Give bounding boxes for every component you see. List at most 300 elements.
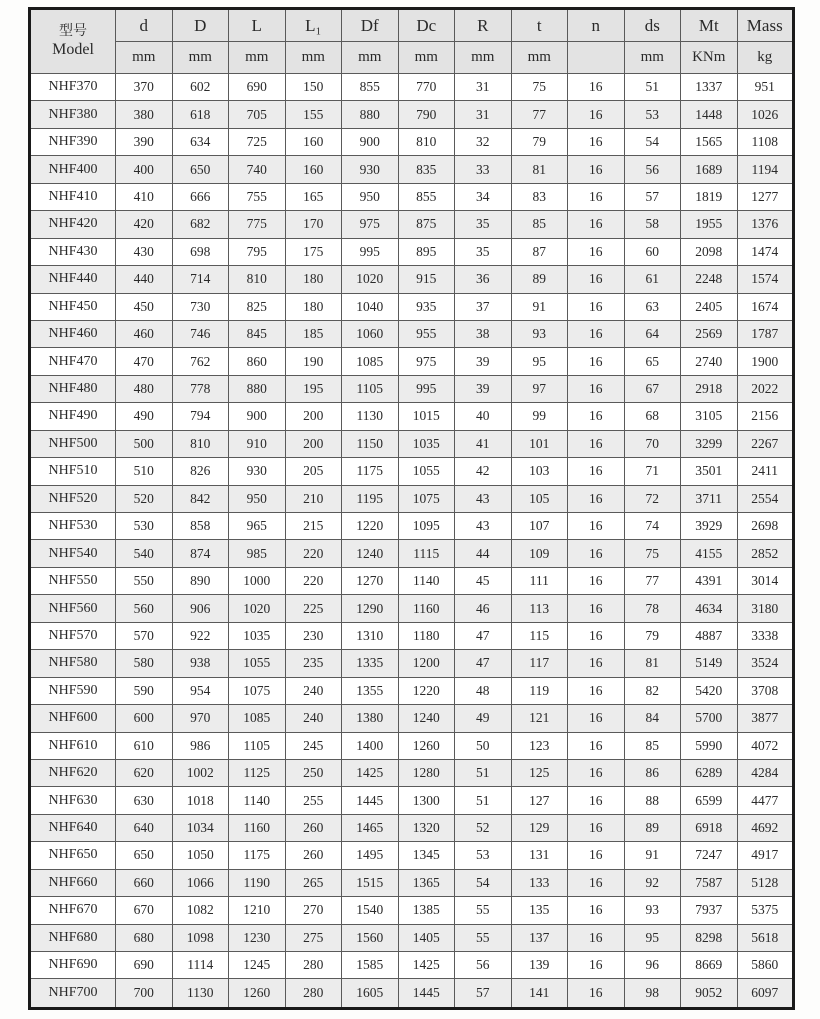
data-cell: 440	[116, 266, 173, 293]
data-cell: 95	[511, 348, 568, 375]
model-cell: NHF370	[30, 74, 116, 101]
data-cell: 1000	[229, 567, 286, 594]
data-cell: 995	[342, 238, 399, 265]
data-cell: 79	[511, 128, 568, 155]
data-cell: 31	[455, 74, 512, 101]
table-row	[30, 814, 794, 841]
data-cell: 37	[455, 293, 512, 320]
model-cell: NHF490	[30, 403, 116, 430]
data-cell: 89	[624, 814, 681, 841]
data-cell: 490	[116, 403, 173, 430]
data-cell: 165	[285, 183, 342, 210]
data-cell: 2852	[737, 540, 794, 567]
data-cell: 380	[116, 101, 173, 128]
model-cell: NHF430	[30, 238, 116, 265]
data-cell: 880	[229, 375, 286, 402]
data-cell: 1018	[172, 787, 229, 814]
data-cell: 1125	[229, 759, 286, 786]
data-cell: 560	[116, 595, 173, 622]
data-cell: 900	[342, 128, 399, 155]
data-cell: 42	[455, 458, 512, 485]
data-cell: 1240	[342, 540, 399, 567]
data-cell: 56	[455, 952, 512, 979]
data-cell: 16	[568, 128, 625, 155]
data-cell: 16	[568, 266, 625, 293]
data-cell: 53	[455, 842, 512, 869]
data-cell: 85	[511, 211, 568, 238]
data-cell: 99	[511, 403, 568, 430]
data-cell: 121	[511, 705, 568, 732]
table-row	[30, 101, 794, 128]
column-unit-3: mm	[229, 42, 286, 74]
data-cell: 1180	[398, 622, 455, 649]
data-cell: 111	[511, 567, 568, 594]
data-cell: 250	[285, 759, 342, 786]
table-row	[30, 238, 794, 265]
data-cell: 33	[455, 156, 512, 183]
model-cell: NHF540	[30, 540, 116, 567]
data-cell: 280	[285, 952, 342, 979]
data-cell: 1819	[681, 183, 738, 210]
data-cell: 16	[568, 897, 625, 924]
data-cell: 1900	[737, 348, 794, 375]
data-cell: 915	[398, 266, 455, 293]
model-cell: NHF660	[30, 869, 116, 896]
data-cell: 630	[116, 787, 173, 814]
column-unit-11: KNm	[681, 42, 738, 74]
data-cell: 1035	[229, 622, 286, 649]
model-cell: NHF460	[30, 320, 116, 347]
table-row	[30, 74, 794, 101]
data-cell: 43	[455, 513, 512, 540]
data-cell: 930	[342, 156, 399, 183]
data-cell: 880	[342, 101, 399, 128]
data-cell: 4477	[737, 787, 794, 814]
data-cell: 1098	[172, 924, 229, 951]
data-cell: 7247	[681, 842, 738, 869]
data-cell: 270	[285, 897, 342, 924]
data-cell: 16	[568, 540, 625, 567]
data-cell: 590	[116, 677, 173, 704]
model-cell: NHF510	[30, 458, 116, 485]
table-row	[30, 513, 794, 540]
data-cell: 1190	[229, 869, 286, 896]
data-cell: 794	[172, 403, 229, 430]
data-cell: 660	[116, 869, 173, 896]
data-cell: 1085	[229, 705, 286, 732]
data-cell: 480	[116, 375, 173, 402]
data-cell: 1355	[342, 677, 399, 704]
data-cell: 930	[229, 458, 286, 485]
data-cell: 55	[455, 897, 512, 924]
data-cell: 4072	[737, 732, 794, 759]
data-cell: 160	[285, 156, 342, 183]
data-cell: 1066	[172, 869, 229, 896]
data-cell: 200	[285, 403, 342, 430]
model-cell: NHF600	[30, 705, 116, 732]
data-cell: 131	[511, 842, 568, 869]
data-cell: 2267	[737, 430, 794, 457]
model-cell: NHF560	[30, 595, 116, 622]
data-cell: 63	[624, 293, 681, 320]
model-cell: NHF410	[30, 183, 116, 210]
data-cell: 640	[116, 814, 173, 841]
model-cell: NHF650	[30, 842, 116, 869]
data-cell: 16	[568, 732, 625, 759]
data-cell: 922	[172, 622, 229, 649]
data-cell: 875	[398, 211, 455, 238]
data-cell: 890	[172, 567, 229, 594]
data-cell: 855	[398, 183, 455, 210]
data-cell: 755	[229, 183, 286, 210]
data-cell: 790	[398, 101, 455, 128]
data-cell: 1787	[737, 320, 794, 347]
data-cell: 1245	[229, 952, 286, 979]
column-unit-6: mm	[398, 42, 455, 74]
data-cell: 4917	[737, 842, 794, 869]
data-cell: 1034	[172, 814, 229, 841]
data-cell: 770	[398, 74, 455, 101]
data-cell: 95	[624, 924, 681, 951]
data-cell: 44	[455, 540, 512, 567]
data-cell: 1040	[342, 293, 399, 320]
data-cell: 190	[285, 348, 342, 375]
model-cell: NHF420	[30, 211, 116, 238]
data-cell: 682	[172, 211, 229, 238]
data-cell: 5420	[681, 677, 738, 704]
data-cell: 1560	[342, 924, 399, 951]
data-cell: 89	[511, 266, 568, 293]
data-cell: 40	[455, 403, 512, 430]
data-cell: 602	[172, 74, 229, 101]
data-cell: 5375	[737, 897, 794, 924]
data-cell: 4692	[737, 814, 794, 841]
data-cell: 275	[285, 924, 342, 951]
data-cell: 826	[172, 458, 229, 485]
data-cell: 4634	[681, 595, 738, 622]
data-cell: 67	[624, 375, 681, 402]
data-cell: 2156	[737, 403, 794, 430]
model-cell: NHF680	[30, 924, 116, 951]
column-unit-2: mm	[172, 42, 229, 74]
data-cell: 510	[116, 458, 173, 485]
data-cell: 6289	[681, 759, 738, 786]
data-cell: 1055	[229, 650, 286, 677]
table-row	[30, 842, 794, 869]
data-cell: 618	[172, 101, 229, 128]
data-cell: 175	[285, 238, 342, 265]
data-cell: 580	[116, 650, 173, 677]
data-cell: 75	[511, 74, 568, 101]
data-cell: 1085	[342, 348, 399, 375]
data-cell: 93	[511, 320, 568, 347]
data-cell: 1445	[398, 979, 455, 1009]
column-header-11: Mt	[681, 9, 738, 42]
data-cell: 16	[568, 513, 625, 540]
data-cell: 185	[285, 320, 342, 347]
data-cell: 690	[229, 74, 286, 101]
table-row	[30, 211, 794, 238]
data-cell: 48	[455, 677, 512, 704]
data-cell: 60	[624, 238, 681, 265]
data-cell: 1474	[737, 238, 794, 265]
data-cell: 3711	[681, 485, 738, 512]
column-header-6: Dc	[398, 9, 455, 42]
data-cell: 975	[342, 211, 399, 238]
data-cell: 986	[172, 732, 229, 759]
data-cell: 51	[455, 759, 512, 786]
data-cell: 127	[511, 787, 568, 814]
model-cell: NHF500	[30, 430, 116, 457]
data-cell: 906	[172, 595, 229, 622]
table-row	[30, 320, 794, 347]
data-cell: 825	[229, 293, 286, 320]
data-cell: 36	[455, 266, 512, 293]
data-cell: 3105	[681, 403, 738, 430]
data-cell: 47	[455, 622, 512, 649]
data-cell: 950	[229, 485, 286, 512]
data-cell: 540	[116, 540, 173, 567]
data-cell: 16	[568, 238, 625, 265]
data-cell: 139	[511, 952, 568, 979]
data-cell: 1689	[681, 156, 738, 183]
data-cell: 1585	[342, 952, 399, 979]
column-unit-8: mm	[511, 42, 568, 74]
table-row	[30, 430, 794, 457]
data-cell: 1280	[398, 759, 455, 786]
data-cell: 1026	[737, 101, 794, 128]
table-row	[30, 677, 794, 704]
data-cell: 795	[229, 238, 286, 265]
data-cell: 77	[511, 101, 568, 128]
data-cell: 1515	[342, 869, 399, 896]
data-cell: 1277	[737, 183, 794, 210]
data-cell: 4887	[681, 622, 738, 649]
data-cell: 2569	[681, 320, 738, 347]
data-cell: 4284	[737, 759, 794, 786]
data-cell: 698	[172, 238, 229, 265]
data-cell: 5128	[737, 869, 794, 896]
data-cell: 995	[398, 375, 455, 402]
model-header-en: Model	[52, 41, 94, 59]
data-cell: 51	[455, 787, 512, 814]
data-cell: 650	[116, 842, 173, 869]
data-cell: 71	[624, 458, 681, 485]
data-cell: 16	[568, 156, 625, 183]
data-cell: 84	[624, 705, 681, 732]
data-cell: 155	[285, 101, 342, 128]
data-cell: 420	[116, 211, 173, 238]
model-cell: NHF620	[30, 759, 116, 786]
data-cell: 86	[624, 759, 681, 786]
data-cell: 600	[116, 705, 173, 732]
data-cell: 1955	[681, 211, 738, 238]
data-cell: 119	[511, 677, 568, 704]
data-cell: 16	[568, 979, 625, 1009]
data-cell: 81	[624, 650, 681, 677]
data-cell: 450	[116, 293, 173, 320]
data-cell: 1425	[342, 759, 399, 786]
data-cell: 666	[172, 183, 229, 210]
data-cell: 180	[285, 293, 342, 320]
data-cell: 845	[229, 320, 286, 347]
data-cell: 115	[511, 622, 568, 649]
model-cell: NHF550	[30, 567, 116, 594]
data-cell: 39	[455, 348, 512, 375]
model-cell: NHF640	[30, 814, 116, 841]
data-cell: 150	[285, 74, 342, 101]
data-cell: 55	[455, 924, 512, 951]
table-row	[30, 266, 794, 293]
data-cell: 16	[568, 677, 625, 704]
data-cell: 650	[172, 156, 229, 183]
data-cell: 5860	[737, 952, 794, 979]
data-cell: 16	[568, 458, 625, 485]
data-cell: 129	[511, 814, 568, 841]
column-header-7: R	[455, 9, 512, 42]
column-unit-12: kg	[737, 42, 794, 74]
data-cell: 954	[172, 677, 229, 704]
data-cell: 1425	[398, 952, 455, 979]
data-cell: 72	[624, 485, 681, 512]
data-cell: 5700	[681, 705, 738, 732]
data-cell: 1130	[172, 979, 229, 1009]
data-cell: 1345	[398, 842, 455, 869]
data-cell: 570	[116, 622, 173, 649]
data-cell: 58	[624, 211, 681, 238]
data-cell: 1035	[398, 430, 455, 457]
data-cell: 1175	[229, 842, 286, 869]
data-cell: 1260	[229, 979, 286, 1009]
column-unit-10: mm	[624, 42, 681, 74]
column-header-12: Mass	[737, 9, 794, 42]
data-cell: 778	[172, 375, 229, 402]
data-cell: 16	[568, 211, 625, 238]
data-cell: 970	[172, 705, 229, 732]
data-cell: 68	[624, 403, 681, 430]
data-cell: 470	[116, 348, 173, 375]
data-cell: 64	[624, 320, 681, 347]
data-cell: 842	[172, 485, 229, 512]
data-cell: 1300	[398, 787, 455, 814]
data-cell: 16	[568, 567, 625, 594]
data-cell: 77	[624, 567, 681, 594]
data-cell: 835	[398, 156, 455, 183]
data-cell: 690	[116, 952, 173, 979]
data-cell: 54	[624, 128, 681, 155]
data-cell: 51	[624, 74, 681, 101]
model-cell: NHF450	[30, 293, 116, 320]
column-unit-9	[568, 42, 625, 74]
data-cell: 740	[229, 156, 286, 183]
data-cell: 16	[568, 759, 625, 786]
data-cell: 35	[455, 238, 512, 265]
data-cell: 50	[455, 732, 512, 759]
data-cell: 91	[624, 842, 681, 869]
data-cell: 16	[568, 348, 625, 375]
data-cell: 16	[568, 952, 625, 979]
data-cell: 8669	[681, 952, 738, 979]
data-cell: 1114	[172, 952, 229, 979]
table-row	[30, 705, 794, 732]
data-cell: 92	[624, 869, 681, 896]
data-cell: 1376	[737, 211, 794, 238]
model-cell: NHF700	[30, 979, 116, 1009]
table-row	[30, 485, 794, 512]
data-cell: 2098	[681, 238, 738, 265]
data-cell: 16	[568, 293, 625, 320]
data-cell: 1082	[172, 897, 229, 924]
data-cell: 16	[568, 705, 625, 732]
data-cell: 46	[455, 595, 512, 622]
table-row	[30, 787, 794, 814]
model-cell: NHF580	[30, 650, 116, 677]
data-cell: 1674	[737, 293, 794, 320]
data-cell: 746	[172, 320, 229, 347]
data-cell: 1140	[398, 567, 455, 594]
data-cell: 1445	[342, 787, 399, 814]
data-cell: 113	[511, 595, 568, 622]
data-cell: 57	[624, 183, 681, 210]
column-header-5: Df	[342, 9, 399, 42]
data-cell: 714	[172, 266, 229, 293]
data-cell: 75	[624, 540, 681, 567]
data-cell: 1605	[342, 979, 399, 1009]
data-cell: 85	[624, 732, 681, 759]
data-cell: 87	[511, 238, 568, 265]
data-cell: 1335	[342, 650, 399, 677]
data-cell: 16	[568, 869, 625, 896]
data-cell: 49	[455, 705, 512, 732]
data-cell: 670	[116, 897, 173, 924]
data-cell: 200	[285, 430, 342, 457]
data-cell: 460	[116, 320, 173, 347]
data-cell: 105	[511, 485, 568, 512]
data-cell: 45	[455, 567, 512, 594]
data-cell: 1130	[342, 403, 399, 430]
model-cell: NHF670	[30, 897, 116, 924]
column-header-2: D	[172, 9, 229, 42]
data-cell: 1565	[681, 128, 738, 155]
data-cell: 3501	[681, 458, 738, 485]
data-cell: 1105	[229, 732, 286, 759]
data-cell: 52	[455, 814, 512, 841]
data-cell: 1060	[342, 320, 399, 347]
data-cell: 125	[511, 759, 568, 786]
table-row	[30, 128, 794, 155]
data-cell: 82	[624, 677, 681, 704]
column-header-1: d	[116, 9, 173, 42]
model-cell: NHF590	[30, 677, 116, 704]
data-cell: 6918	[681, 814, 738, 841]
data-cell: 1448	[681, 101, 738, 128]
data-cell: 410	[116, 183, 173, 210]
data-cell: 1195	[342, 485, 399, 512]
data-cell: 951	[737, 74, 794, 101]
data-cell: 1055	[398, 458, 455, 485]
table-row	[30, 650, 794, 677]
model-cell: NHF630	[30, 787, 116, 814]
data-cell: 2698	[737, 513, 794, 540]
data-cell: 935	[398, 293, 455, 320]
data-cell: 54	[455, 869, 512, 896]
table-row	[30, 979, 794, 1009]
data-cell: 810	[229, 266, 286, 293]
data-cell: 83	[511, 183, 568, 210]
data-cell: 1380	[342, 705, 399, 732]
data-cell: 3299	[681, 430, 738, 457]
data-cell: 1220	[398, 677, 455, 704]
